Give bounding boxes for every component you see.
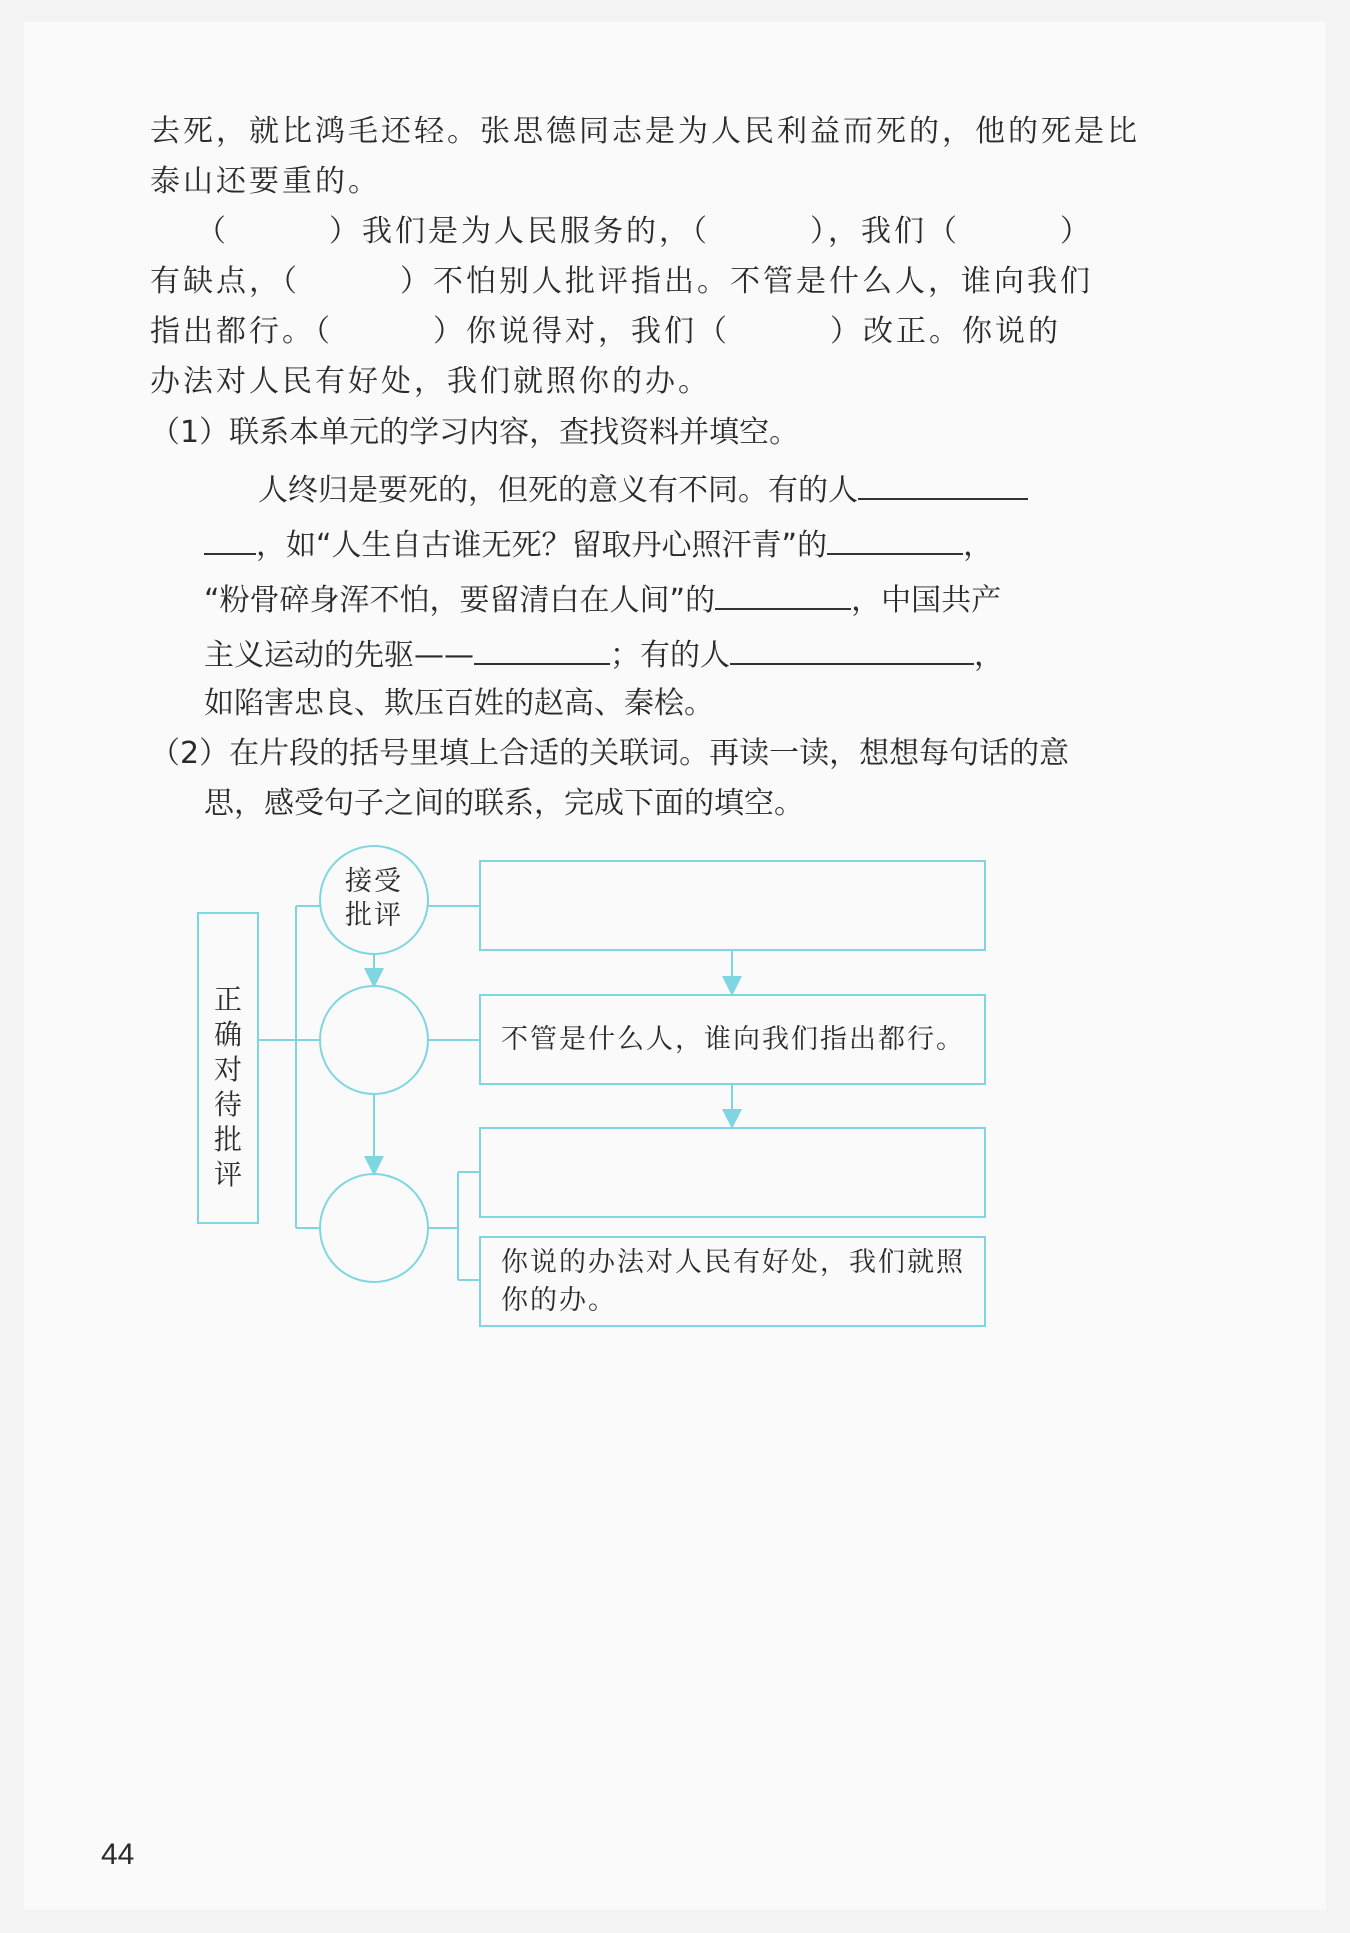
q1-text: “粉骨碎身浑不怕，要留清白在人间”的 bbox=[204, 583, 716, 618]
q1-text: 主义运动的先驱—— bbox=[204, 638, 474, 673]
passage-line-2: 泰山还要重的。 bbox=[150, 164, 381, 199]
root-char: 确 bbox=[213, 1018, 242, 1051]
answer-box-1[interactable] bbox=[480, 861, 985, 950]
passage-line-1: 去死，就比鸿毛还轻。张思德同志是为人民利益而死的，他的死是比 bbox=[150, 114, 1140, 149]
root-char: 待 bbox=[213, 1088, 242, 1121]
passage-fragment: 指出都行。（ bbox=[150, 314, 333, 349]
q2-line-2: 思，感受句子之间的联系，完成下面的填空。 bbox=[204, 786, 804, 821]
root-char: 评 bbox=[213, 1158, 242, 1191]
passage-fragment: ）你说得对，我们（ bbox=[433, 314, 730, 349]
box4-text-line-1: 你说的办法对人民有好处，我们就照 bbox=[501, 1247, 965, 1278]
circle1-label-1: 接受 bbox=[345, 866, 403, 897]
passage-fragment: ），我们（ bbox=[810, 214, 960, 249]
q1-text: ；有的人 bbox=[610, 638, 730, 673]
paren-close: ） bbox=[1060, 214, 1093, 249]
box2-text: 不管是什么人，谁向我们指出都行。 bbox=[501, 1024, 965, 1055]
question-number: （1） bbox=[150, 415, 230, 450]
answer-box-3[interactable] bbox=[480, 1128, 985, 1217]
q1-line-5: 如陷害忠良、欺压百姓的赵高、秦桧。 bbox=[204, 686, 714, 721]
question-prompt: 联系本单元的学习内容，查找资料并填空。 bbox=[229, 415, 800, 450]
passage-line-6: 办法对人民有好处，我们就照你的办。 bbox=[150, 364, 711, 399]
q1-text: ， bbox=[963, 528, 994, 563]
passage-fragment: ）我们是为人民服务的，（ bbox=[329, 214, 710, 249]
q1-text: ， bbox=[974, 638, 1004, 673]
q1-text: ，如“人生自古谁无死？留取丹心照汗青”的 bbox=[256, 528, 828, 563]
question-number: （2） bbox=[150, 736, 230, 771]
circle-blank-1[interactable] bbox=[320, 986, 428, 1094]
q1-text: 人终归是要死的，但死的意义有不同。有的人 bbox=[258, 473, 858, 508]
root-char: 批 bbox=[213, 1123, 242, 1156]
page-number: 44 bbox=[101, 1838, 135, 1871]
q1-text: ，中国共产 bbox=[851, 583, 1002, 618]
passage-fragment: ）不怕别人批评指出。不管是什么人，谁向我们 bbox=[400, 264, 1093, 299]
root-char: 对 bbox=[213, 1053, 242, 1086]
passage-fragment: 有缺点，（ bbox=[150, 264, 300, 299]
root-label bbox=[208, 982, 248, 1192]
question-prompt: 在片段的括号里填上合适的关联词。再读一读，想想每句话的意 bbox=[229, 736, 1070, 771]
root-char: 正 bbox=[213, 983, 242, 1016]
circle1-label-2: 批评 bbox=[345, 900, 403, 931]
passage-fragment: ）改正。你说的 bbox=[830, 314, 1061, 349]
box4-text-line-2: 你的办。 bbox=[501, 1285, 617, 1316]
paren-open: （ bbox=[196, 214, 229, 249]
circle-blank-2[interactable] bbox=[320, 1174, 428, 1282]
